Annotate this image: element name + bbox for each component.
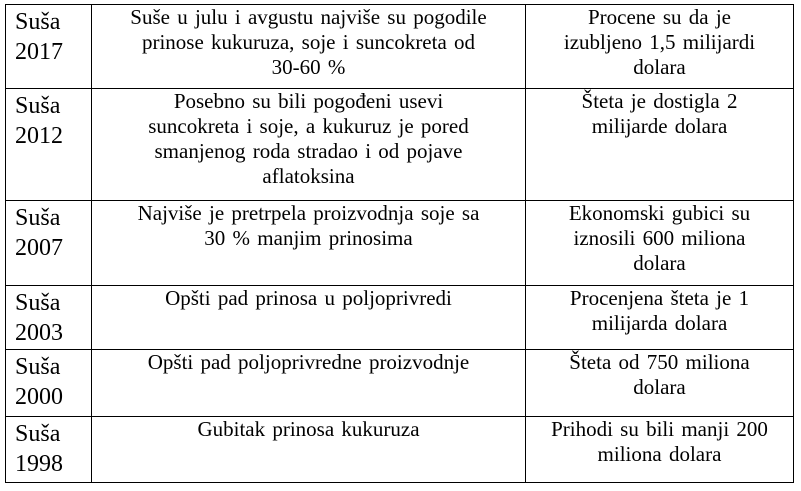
year-cell xyxy=(6,286,92,350)
table-row xyxy=(6,286,794,350)
impact-line: suncokreta i soje, a kukuruz je pored xyxy=(148,114,469,138)
table-row xyxy=(6,350,794,417)
year-label: Suša xyxy=(15,9,61,35)
year-label: Suša xyxy=(15,290,61,316)
loss-line: Procenjena šteta je 1 xyxy=(569,286,750,310)
loss-line: dolara xyxy=(633,375,686,399)
loss-cell xyxy=(526,201,794,286)
impact-line: Najviše je pretrpela proizvodnja soje sa xyxy=(137,201,480,225)
table-row xyxy=(6,417,794,483)
loss-cell xyxy=(526,350,794,417)
table-row xyxy=(6,89,794,201)
loss-line: iznosili 600 miliona xyxy=(573,226,746,250)
table-row xyxy=(6,5,794,89)
loss-line: Procene su da je xyxy=(587,5,732,29)
year-cell xyxy=(6,417,92,483)
loss-line: dolara xyxy=(633,251,686,275)
year-value: 2007 xyxy=(15,235,63,261)
impact-line: Opšti pad poljoprivredne proizvodnje xyxy=(147,350,470,374)
loss-line: Šteta od 750 miliona xyxy=(569,350,750,374)
loss-line: miliona dolara xyxy=(597,442,722,466)
impact-line: prinose kukuruza, soje i suncokreta od xyxy=(141,30,476,54)
impact-line: Gubitak prinosa kukuruza xyxy=(197,417,420,441)
impact-line: Opšti pad prinosa u poljoprivredi xyxy=(165,286,452,310)
impact-line: smanjenog roda stradao i od pojave xyxy=(154,139,463,163)
impact-line: 30-60 % xyxy=(271,55,346,79)
impact-cell xyxy=(92,286,526,350)
year-cell xyxy=(6,201,92,286)
year-value: 2003 xyxy=(15,320,63,346)
impact-cell xyxy=(92,5,526,89)
loss-cell xyxy=(526,5,794,89)
year-label: Suša xyxy=(15,421,61,447)
year-value: 2017 xyxy=(15,39,63,65)
year-label: Suša xyxy=(15,354,61,380)
impact-line: Suše u julu i avgustu najviše su pogodile xyxy=(130,5,487,29)
loss-line: milijarda dolara xyxy=(591,311,728,335)
loss-line: milijarde dolara xyxy=(591,114,728,138)
loss-line: Ekonomski gubici su xyxy=(568,201,751,225)
year-value: 2012 xyxy=(15,123,63,149)
loss-line: Šteta je dostigla 2 xyxy=(581,89,738,113)
loss-line: Prihodi su bili manji 200 xyxy=(551,417,768,441)
loss-cell xyxy=(526,89,794,201)
loss-line: dolara xyxy=(633,55,686,79)
impact-cell xyxy=(92,417,526,483)
impact-line: 30 % manjim prinosima xyxy=(204,226,413,250)
loss-line: izubljeno 1,5 milijardi xyxy=(563,30,756,54)
year-value: 2000 xyxy=(15,384,63,410)
year-cell xyxy=(6,5,92,89)
loss-cell xyxy=(526,417,794,483)
year-cell xyxy=(6,350,92,417)
impact-cell xyxy=(92,89,526,201)
drought-table xyxy=(5,4,794,483)
impact-cell xyxy=(92,350,526,417)
year-value: 1998 xyxy=(15,451,63,477)
impact-cell xyxy=(92,201,526,286)
year-label: Suša xyxy=(15,93,61,119)
year-cell xyxy=(6,89,92,201)
loss-cell xyxy=(526,286,794,350)
impact-line: aflatoksina xyxy=(262,164,355,188)
year-label: Suša xyxy=(15,205,61,231)
table-row xyxy=(6,201,794,286)
impact-line: Posebno su bili pogođeni usevi xyxy=(173,89,444,113)
